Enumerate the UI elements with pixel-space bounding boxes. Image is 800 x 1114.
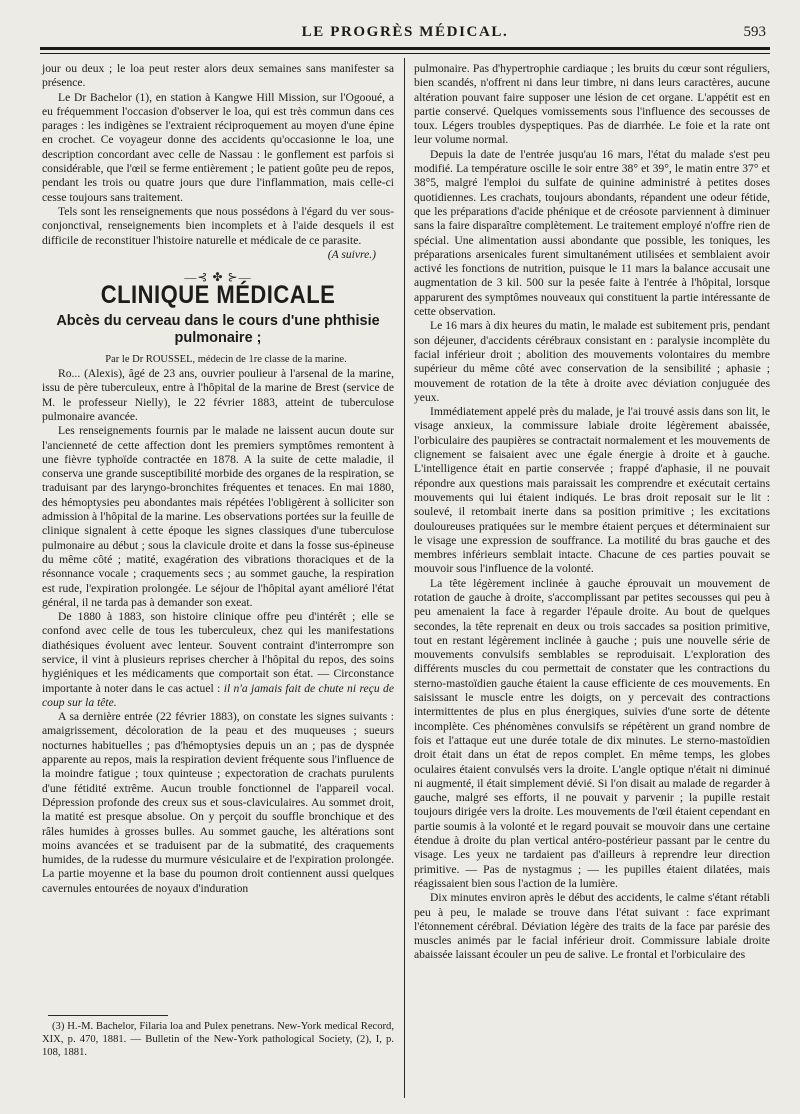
- paragraph: La tête légèrement inclinée à gauche éprouvait un mouvement de rotation de gauche à droite, s'accomplissant par petites secousses qui peu à peu amenaient la face à regarder l'épaule droite. Au bout de quelques secondes, la tête reprenait en deux ou trois saccades sa position primitive, tout en restant légèrement inclinée à gauche ; puis une nouvelle série de mouvements convulsifs semblables se reproduisait. L'exploration des différents muscles du cou permettait de constater que les contractions du sterno-mastoïdien gauche étaient la cause efficiente de ces mouvements. En saisissant le muscle entre les doigts, on y percevait des contractions intermittentes de plus en plus énergiques, suivies d'une sorte de détente incomplète. Ces phénomènes convulsifs se répétèrent un grand nombre de fois et l'attaque eut une durée totale de dix minutes. Le sterno-mastoïdien droit était dans un état de repos complet. En même temps, les globes oculaires étaient convulsés vers la droite. L'angle optique n'était ni diminué ni augmenté, il était simplement dévié. Si l'on disait au malade de regarder à gauche, malgré ses efforts, il ne pouvait y parvenir ; la pupille restait toujours dirigée vers la droite. Les mouvements de l'œil étaient cependant en partie soumis à la volonté et le regard pouvait se mouvoir dans une certaine étendue à droite du plan vertical antéro-postérieur passant par le centre du visage. Les yeux ne tardaient pas d'ailleurs à reprendre leur direction primitive. — Pas de nystagmus ; — les pupilles étaient dilatées, mais réagissaient bien sous l'action de la lumière.: [414, 576, 770, 890]
- section-title: CLINIQUE MÉDICALE: [100, 280, 336, 310]
- paragraph: Ro... (Alexis), âgé de 23 ans, ouvrier poulieur à l'arsenal de la marine, issu de père tuberculeux, entre à l'hôpital de la marine de Brest (service de M. le professeur Nielly), le 22 février 1883, atteint de tuberculose pulmonaire avancée.: [42, 367, 394, 423]
- paragraph: Les renseignements fournis par le malade ne laissent aucun doute sur l'ancienneté de cette affection dont les premiers symptômes remontent à une fièvre typhoïde contractée en 1878. A la suite de cette maladie, il conserva une grande susceptibilité morbide des organes de la respiration, se traduisant par des laryngo-bronchites fréquentes et tenaces. En mai 1880, des hémoptysies peu abondantes mais répétées l'obligèrent à solliciter son admission à l'hôpital de la marine. Les observations portées sur la feuille de clinique signalent à cette époque les signes classiques d'une tuberculose pulmonaire au début ; sous la clavicule droite et dans la fosse sus-épineuse du même côté ; matité, exagération des vibrations thoraciques et de la résonnance vocale ; craquements secs ; au sommet gauche, la respiration est rude, l'expiration prolongée. Le séjour de l'hôpital ayant amélioré l'état général, il ne tarda pas à demander son exeat.: [42, 424, 394, 609]
- paragraph: pulmonaire. Pas d'hypertrophie cardiaque ; les bruits du cœur sont réguliers, bien scandés, n'offrent ni dans leur timbre, ni dans leurs caractères, aucune altération pouvant faire supposer une lésion de cet organe. L'appétit est en partie conservé. Quelques vomissements sous l'influence des secousses de toux. Légers troubles dyspeptiques. Pas de diarrhée. Le foie et la rate ont leur volume normal.: [414, 62, 770, 147]
- paragraph-text: De 1880 à 1883, son histoire clinique offre peu d'intérêt ; elle se confond avec celle de tous les tuberculeux, chez qui les manifestations diathésiques évoluent avec lenteur. Souvent contraint d'interrompre son service, il vint à plusieurs reprises chercher à l'hôpital du repos, des soins hygiéniques et les médicaments que comportait son état. — Circonstance importante à noter dans le cas actuel :: [42, 610, 394, 695]
- footnote-text: (3) H.-M. Bachelor, Filaria loa and Pulex penetrans. New-York medical Record, XIX, p. 470, 1881. — Bulletin of the New-York pathological Society, (2), I, p. 108, 1881.: [42, 1021, 394, 1058]
- page-number: 593: [743, 24, 766, 40]
- journal-title: LE PROGRÈS MÉDICAL.: [301, 24, 509, 40]
- paragraph: jour ou deux ; le loa peut rester alors deux semaines sans manifester sa présence.: [42, 62, 394, 90]
- column-divider: [404, 58, 405, 1098]
- ornament-divider: —⊰ ✤ ⊱—: [184, 270, 252, 285]
- paragraph: Dix minutes environ après le début des accidents, le calme s'étant rétabli peu à peu, le malade se trouve dans l'état suivant : face exprimant l'étonnement cérébral. Déviation légère des traits de la face par parésie des muscles animés par le facial inférieur droit. Commissure labiale droite abaissée laissant écouler un peu de salive. Le frontal et l'orbiculaire des: [414, 891, 770, 962]
- paragraph: Tels sont les renseignements que nous possédons à l'égard du ver sous-conjonctival, renseignements bien incomplets et à l'aide desquels il est difficile de reconstituer l'histoire naturelle et médicale de ce parasite.: [42, 204, 394, 247]
- header-rule: [40, 47, 770, 50]
- left-column: [42, 62, 394, 896]
- to-be-continued: (A suivre.): [327, 247, 376, 261]
- running-header: [40, 22, 770, 44]
- footnote-rule: [48, 1015, 168, 1016]
- right-column: [414, 62, 770, 963]
- italic-emphasis: il n'a jamais fait de chute ni reçu de coup sur la tête.: [42, 681, 394, 709]
- footnote: [42, 1020, 394, 1059]
- article-title: Abcès du cerveau dans le cours d'une phthisie pulmonaire ;: [56, 312, 380, 346]
- paragraph: Immédiatement appelé près du malade, je l'ai trouvé assis dans son lit, le visage anxieux, la commissure labiale droite légèrement abaissée, l'orbiculaire des paupières se contractait normalement et les mouvements de clignement se faisaient avec une égale énergie à droite et à gauche. L'intelligence était en partie conservée ; frappé d'aphasie, il ne pouvait répondre aux questions mais paraissait les comprendre et exécutait certains mouvements qui lui étaient indiqués. Le bras droit reposait sur le lit : soulevé, il retombait inerte dans sa position primitive ; les excitations douloureuses pratiquées sur le membre étaient perçues et déterminaient sur le visage une expression de souffrance. La motilité du bras gauche et des membres inférieurs semblait intacte. Chacune de ces parties pouvait se mouvoir sous l'influence de la volonté.: [414, 405, 770, 576]
- paragraph: A sa dernière entrée (22 février 1883), on constate les signes suivants : amaigrissement, décoloration de la peau et des muqueuses ; sueurs nocturnes habituelles ; pas d'hémoptysies depuis un an ; pas de dyspnée apparente au repos, mais la respiration devient fréquente sous l'influence de la moindre fatigue ; toux quinteuse ; expectoration de crachats purulents d'une fétidité extrême. Aucun trouble fonctionnel de l'appareil vocal. Dépression profonde des creux sus et sous-claviculaires. Au sommet droit, la matité est presque absolue. On y perçoit du souffle bronchique et des râles humides à grosses bulles. Au sommet gauche, les altérations sont moins avancées et se traduisent par de la submatité, des craquements humides, de la rudesse du murmure vésiculaire et de l'expiration prolongée. La partie moyenne et la base du poumon droit contiennent aussi quelques cavernules entourées de noyaux d'induration: [42, 710, 394, 895]
- paragraph: Le 16 mars à dix heures du matin, le malade est subitement pris, pendant son déjeuner, d'accidents cérébraux consistant en : paralysie incomplète du facial inférieur droit ; abolition des mouvements volontaires du membre supérieur du même côté avec conservation de la sensibilité ; aphasie ; mouvement de rotation de la tête à droite avec déviation conjuguée des yeux.: [414, 319, 770, 404]
- paragraph: Depuis la date de l'entrée jusqu'au 16 mars, l'état du malade s'est peu modifié. La température oscille le soir entre 38° et 39°, le matin entre 37° et 38°5, malgré l'emploi du sulfate de quinine administré à petites doses quotidiennes. Les crachats, toujours abondants, répandent une odeur fétide, que les préparations d'acide phénique et de créosote parviennent à diminuer sans la faire disparaître complètement. Le traitement employé n'offre rien de spécial. Une alimentation aussi abondante que possible, les toniques, les préparations arsenicales furent simultanément utilisées et semblaient avoir activé les fonctions de nutrition, puisque le 11 mars la balance accusait une augmentation de 3 kil. 500 sur la pesée faite à l'entrée à l'hôpital, lorsque apparurent des symptômes nouveaux qui constituent la partie intéressante de cette observation.: [414, 147, 770, 319]
- paragraph: [42, 610, 394, 710]
- byline: Par le Dr ROUSSEL, médecin de 1re classe de la marine.: [105, 353, 347, 365]
- paragraph: Le Dr Bachelor (1), en station à Kangwe Hill Mission, sur l'Ogooué, a eu fréquemment l'occasion d'observer le loa, qui est très commun dans ces parages : les indigènes se l'extraient réciproquement au moyen d'une épine en crochet. Ce voyageur donne des accidents qu'occasionne le loa, une description concordant avec celle de Nassau : le gonflement est parfois si considérable, que l'œil se ferme entièrement ; le patient goûte peu de repos, pendant les trois ou quatre jours que dure l'inflammation, mais celle-ci cesse toujours sans traitement.: [42, 90, 394, 204]
- header-rule-thin: [40, 53, 770, 54]
